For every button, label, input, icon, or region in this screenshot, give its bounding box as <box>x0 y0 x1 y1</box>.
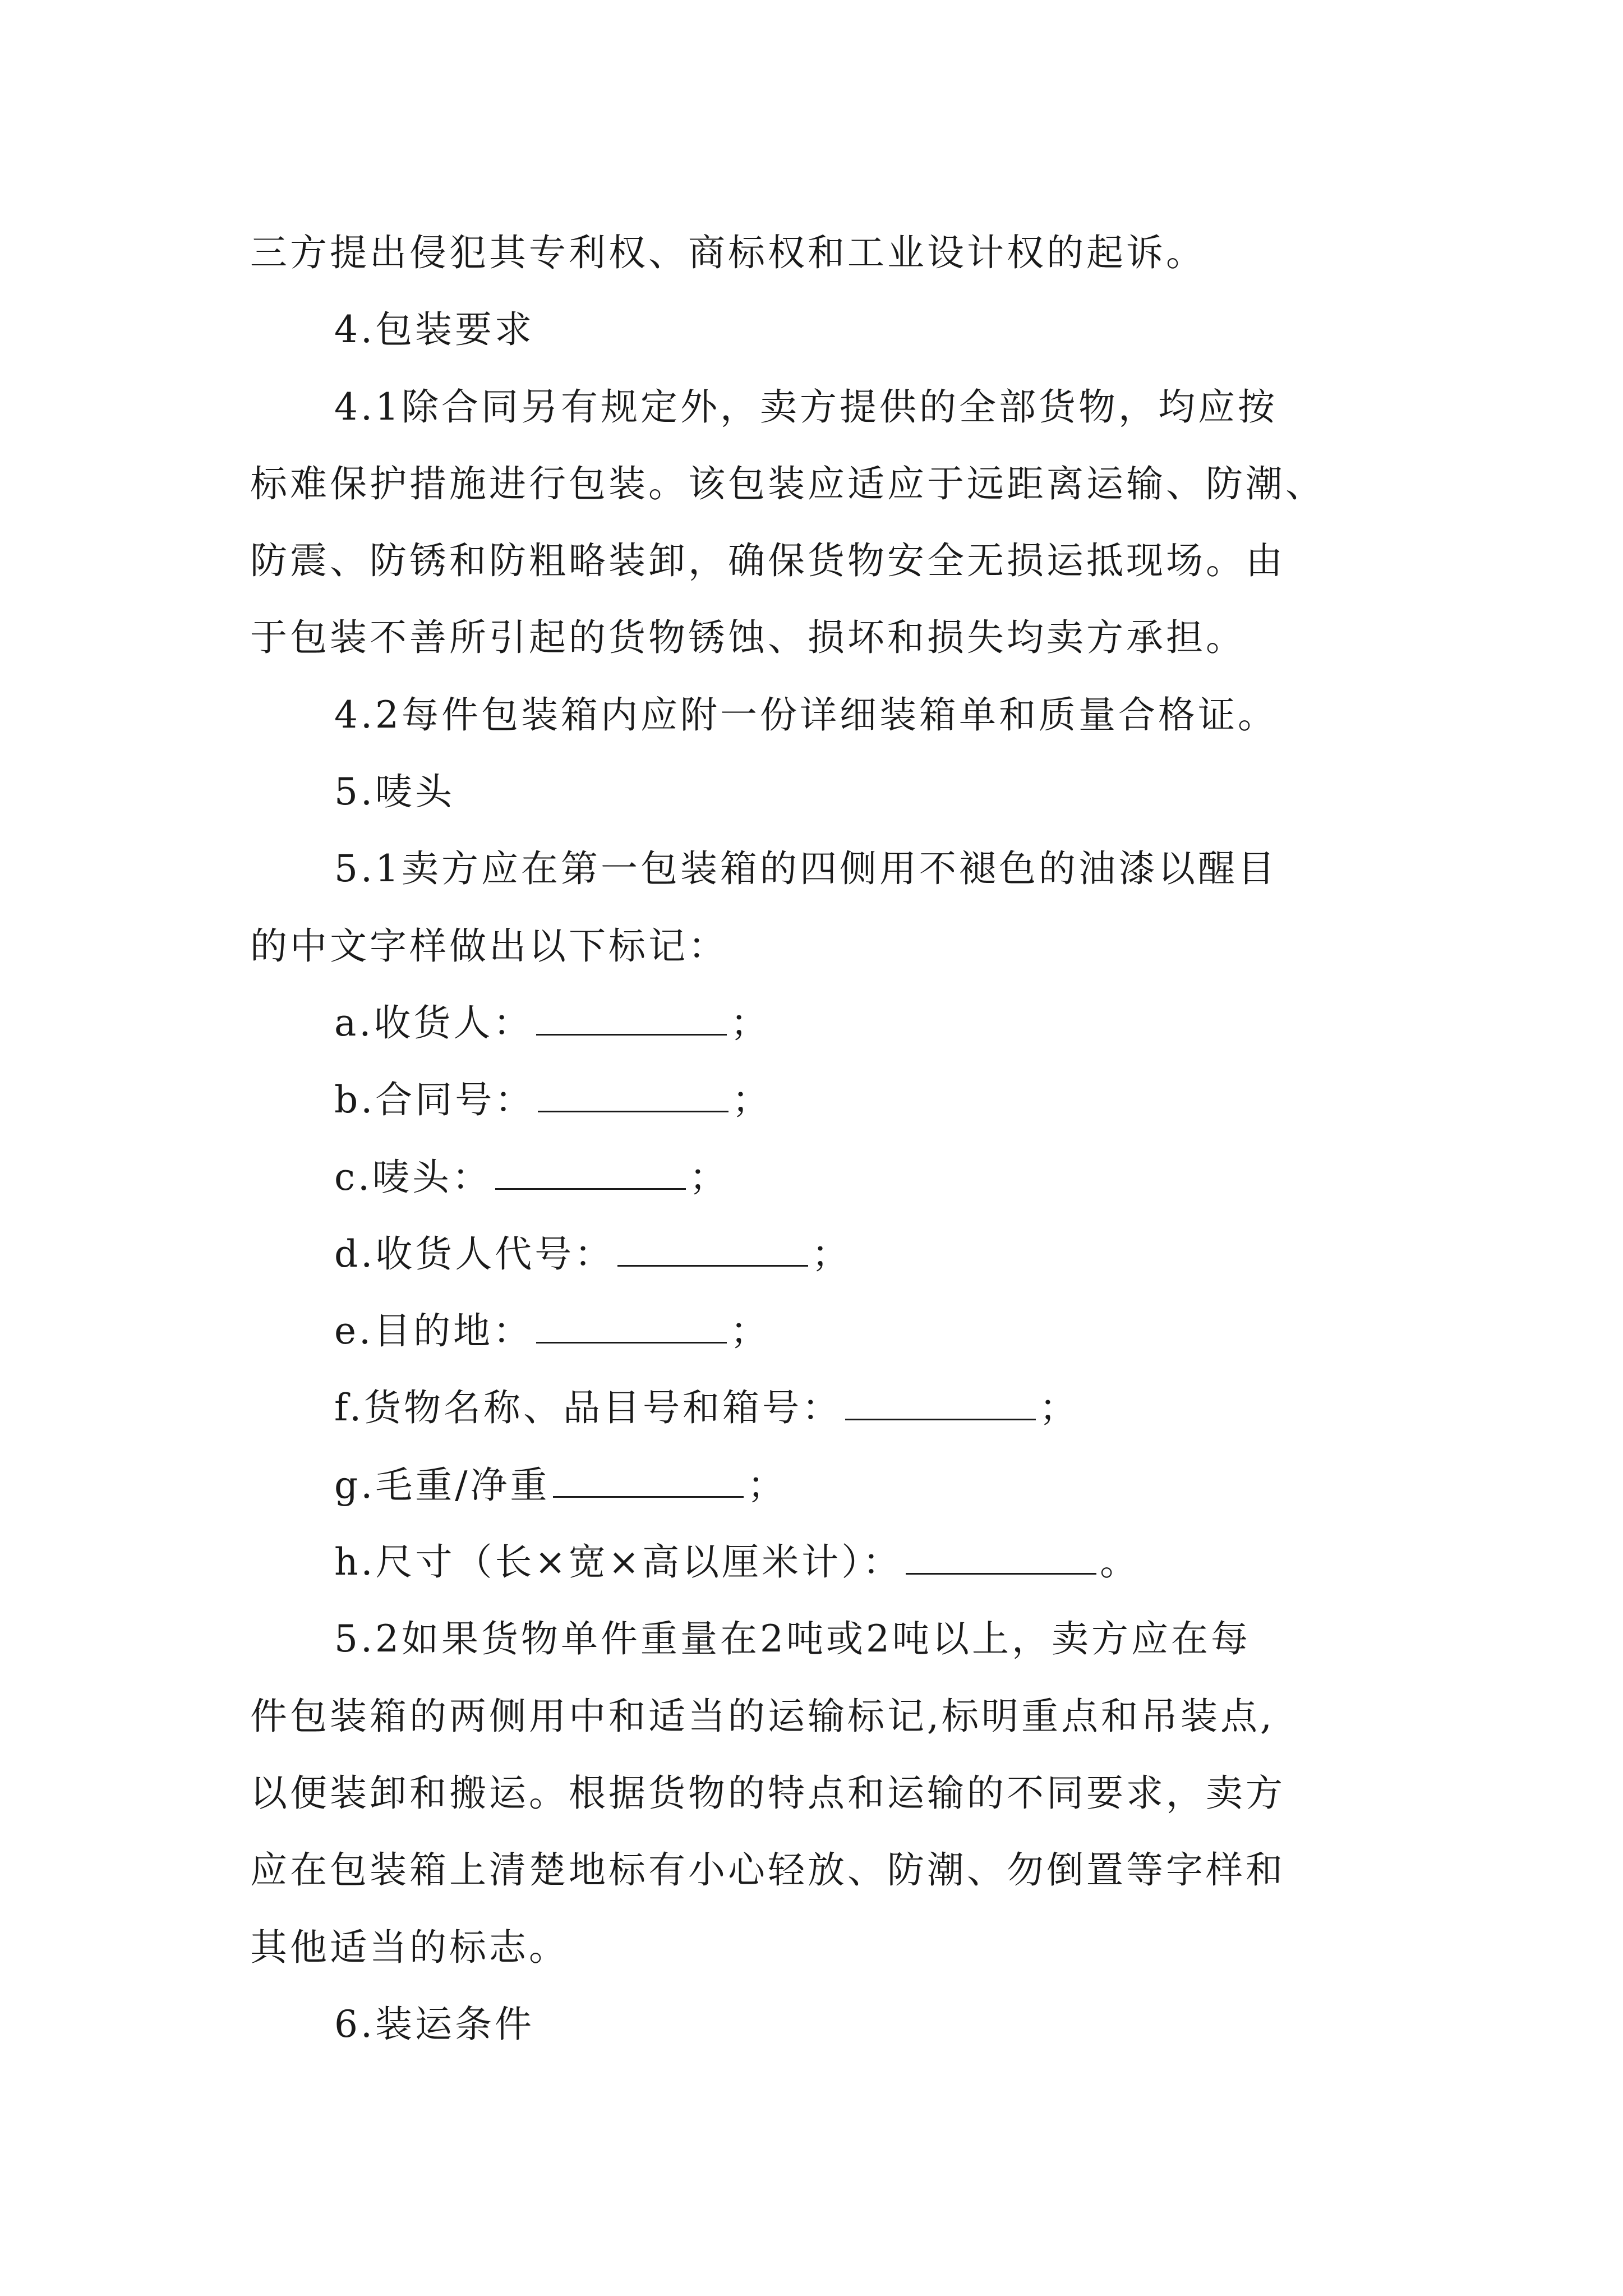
mark-label: d.收货人代号： <box>334 1232 615 1276</box>
paragraph-line: 5.1卖方应在第一包装箱的四侧用不褪色的油漆以醒目 <box>334 847 1278 891</box>
mark-item-goods-name <box>250 1369 1383 1446</box>
paragraph-line: 4.1除合同另有规定外，卖方提供的全部货物，均应按 <box>334 385 1278 429</box>
mark-suffix: ； <box>811 1232 852 1276</box>
paragraph-line: 以便装卸和搬运。根据货物的特点和运输的不同要求，卖方 <box>250 1771 1285 1815</box>
section-heading-shipment-terms: 6.装运条件 <box>334 2002 534 2046</box>
mark-suffix: ； <box>730 1309 771 1353</box>
paragraph-line: 标难保护措施进行包装。该包装应适应于远距离运输、防潮、 <box>250 462 1325 505</box>
blank-line <box>536 997 727 1036</box>
paragraph-line: 防震、防锈和防粗略装卸，确保货物安全无损运抵现场。由 <box>250 539 1285 583</box>
mark-item-consignee <box>250 984 1383 1061</box>
blank-line <box>553 1459 744 1498</box>
blank-line <box>845 1382 1036 1420</box>
mark-item-dimensions <box>250 1524 1383 1600</box>
paragraph-line: 三方提出侵犯其专利权、商标权和工业设计权的起诉。 <box>250 231 1206 274</box>
section-heading-shipping-marks: 5.唛头 <box>334 770 455 814</box>
paragraph-line: 的中文字样做出以下标记： <box>250 924 728 968</box>
mark-suffix: ； <box>732 1078 772 1122</box>
paragraph-line: 件包装箱的两侧用中和适当的运输标记,标明重点和吊装点, <box>250 1694 1275 1738</box>
blank-line <box>495 1151 686 1190</box>
mark-suffix: 。 <box>1100 1540 1140 1584</box>
mark-label: g.毛重/净重 <box>334 1463 550 1507</box>
blank-line <box>906 1536 1096 1575</box>
mark-item-consignee-code <box>250 1216 1383 1292</box>
mark-label: b.合同号： <box>334 1078 535 1122</box>
mark-suffix: ； <box>689 1155 729 1199</box>
paragraph-line: 于包装不善所引起的货物锈蚀、损坏和损失均卖方承担。 <box>250 616 1246 660</box>
mark-item-weight <box>250 1447 1383 1524</box>
section-heading-packaging: 4.包装要求 <box>334 308 534 352</box>
mark-label: a.收货人： <box>334 1001 533 1045</box>
blank-line <box>617 1228 808 1267</box>
mark-label: e.目的地： <box>334 1309 533 1353</box>
mark-item-shipping-mark <box>250 1139 1383 1216</box>
mark-label: f.货物名称、品目号和箱号： <box>334 1386 842 1430</box>
blank-line <box>536 1305 727 1343</box>
mark-item-contract-number <box>250 1061 1383 1138</box>
paragraph-line: 5.2如果货物单件重量在2吨或2吨以上，卖方应在每 <box>334 1617 1251 1661</box>
mark-suffix: ； <box>1039 1386 1080 1430</box>
paragraph-line: 4.2每件包装箱内应附一份详细装箱单和质量合格证。 <box>334 693 1278 737</box>
mark-item-destination <box>250 1292 1383 1369</box>
blank-line <box>538 1074 728 1112</box>
mark-label: c.唛头： <box>334 1155 492 1199</box>
paragraph-line: 应在包装箱上清楚地标有小心轻放、防潮、勿倒置等字样和 <box>250 1848 1285 1892</box>
paragraph-line: 其他适当的标志。 <box>250 1925 569 1969</box>
mark-label: h.尺寸（长×宽×高以厘米计）： <box>334 1540 903 1584</box>
mark-suffix: ； <box>747 1463 787 1507</box>
document-body <box>250 214 1383 2063</box>
mark-suffix: ； <box>730 1001 771 1045</box>
